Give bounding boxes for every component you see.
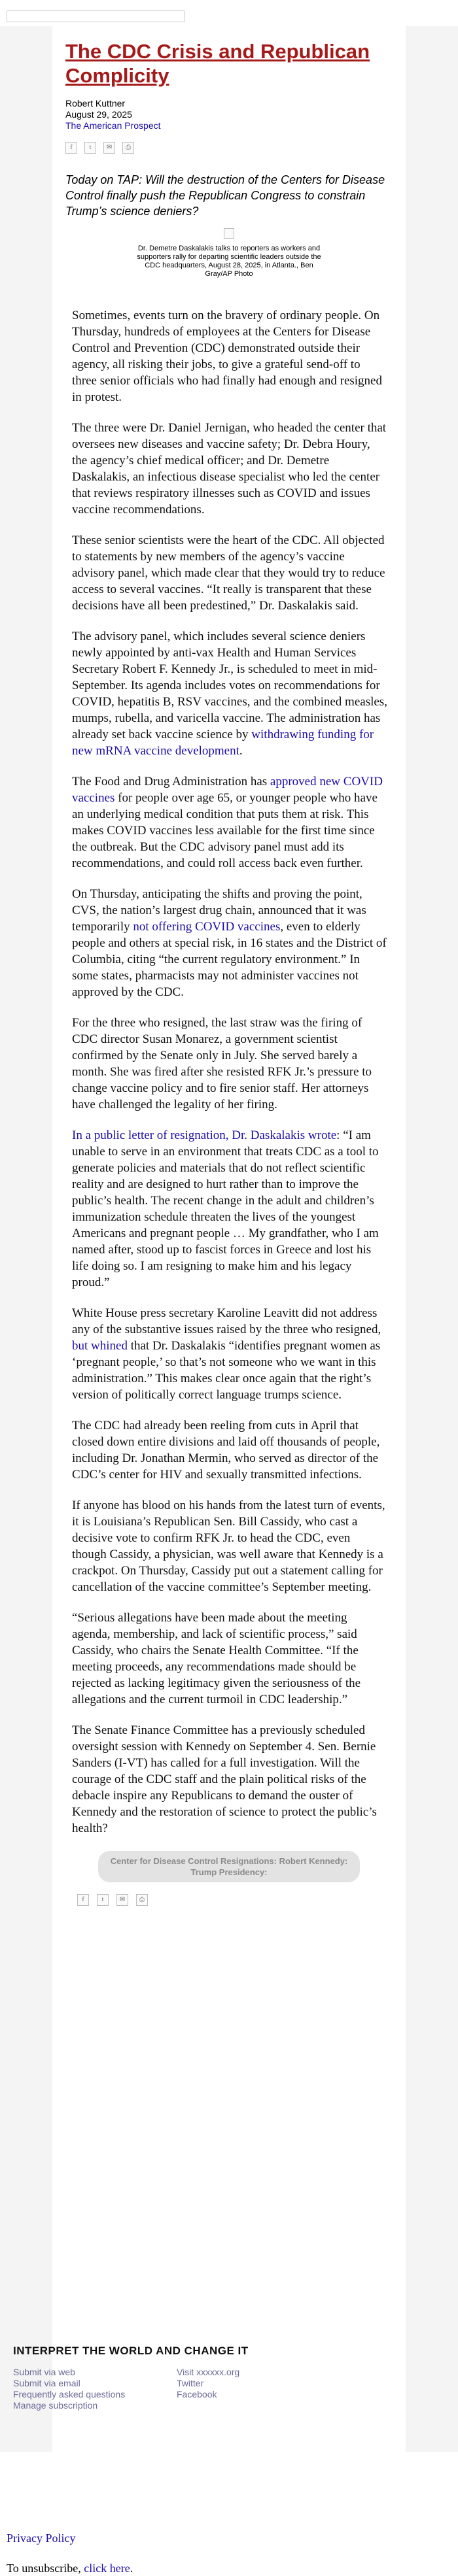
paragraph: The three were Dr. Daniel Jernigan, who headed the center that oversees new diseases and vaccine safety; Dr. Debra Houry, the agency’s chief medical officer; and Dr. Demetre Daskalakis, an infectious disease specialist who led the center that reviews respiratory illnesses such as COVID and issues vaccine recommendations.	[72, 421, 387, 517]
share-toolbar	[65, 142, 393, 154]
email-background	[0, 26, 458, 2452]
email-icon[interactable]: ✉	[116, 1894, 128, 1906]
paragraph: The Food and Drug Administration has approved new COVID vaccines for people over age 65, or younger people who have an underlying medical condition that puts them at risk. This makes COVID vaccines less available for the first time since the outbreak. But the CDC advisory panel must add its recommendations, and could roll access back even further.	[72, 775, 383, 870]
facebook-link[interactable]: Facebook	[177, 2389, 217, 2399]
related-tags-link[interactable]: Center for Disease Control Resignations: Robert Kennedy: Trump Presidency:	[110, 1856, 348, 1877]
paragraph: “Serious allegations have been made about the meeting agenda, membership, and lack of scientific process,” said Cassidy, who chairs the Senate Health Committee. “If the meeting proceeds, any recommendations made should be rejected as lacking legitimacy given the seriousness of the allegations and the current turmoil in CDC leadership.”	[72, 1611, 361, 1706]
unsubscribe-link[interactable]: click here	[84, 2562, 130, 2575]
twitter-icon[interactable]: t	[84, 142, 96, 154]
footer-left-column	[13, 2367, 177, 2411]
footer-heading: INTERPRET THE WORLD AND CHANGE IT	[13, 2345, 249, 2357]
related-tags	[98, 1851, 360, 1882]
submit-web-link[interactable]: Submit via web	[13, 2367, 75, 2377]
lead-photo	[65, 228, 393, 279]
photo-caption: Dr. Demetre Daskalakis talks to reporters as workers and supporters rally for departing scientific leaders outside the CDC headquarters, August 28, 2025, in Atlanta., Ben Gray/AP Photo	[137, 245, 321, 278]
resignation-letter-link[interactable]: In a public letter of resignation, Dr. Daskalakis wrote	[72, 1128, 337, 1142]
privacy-policy-link[interactable]: Privacy Policy	[7, 2532, 76, 2545]
cvs-covid-link[interactable]: not offering COVID vaccines	[133, 920, 281, 934]
newsletter-footer	[13, 2345, 340, 2426]
visit-site-link[interactable]: Visit xxxxxx.org	[177, 2367, 240, 2377]
submit-email-link[interactable]: Submit via email	[13, 2378, 80, 2388]
facebook-icon[interactable]: f	[77, 1894, 89, 1906]
photo-placeholder-icon	[224, 228, 234, 239]
article-body	[65, 307, 393, 1837]
bottom-share-toolbar	[77, 1894, 393, 1906]
header-banner-image	[7, 10, 185, 22]
legal-links	[7, 2530, 133, 2576]
facebook-icon[interactable]: f	[65, 142, 77, 154]
paragraph: The CDC had already been reeling from cuts in April that closed down entire divisions and laid off thousands of people, including Dr. Jonathan Mermin, who served as director of the CDC’s center for HIV and sexually transmitted infections.	[72, 1419, 380, 1482]
paragraph: These senior scientists were the heart of the CDC. All objected to statements by new members of the agency’s vaccine advisory panel, which made clear that they would try to reduce access to several vaccines. “It really is transparent that these decisions have all been predestined,” Dr. Daskalakis said.	[72, 534, 385, 613]
author-name: Robert Kuttner	[65, 98, 126, 109]
whined-link[interactable]: but whined	[72, 1339, 128, 1353]
mrna-funding-link[interactable]: withdrawing funding for new mRNA vaccine development	[72, 728, 374, 758]
unsubscribe-line: To unsubscribe, click here.	[7, 2562, 133, 2575]
article-title[interactable]: The CDC Crisis and Republican Complicity	[65, 40, 370, 87]
paragraph: On Thursday, anticipating the shifts and proving the point, CVS, the nation’s largest drug chain, announced that it was temporarily not offering COVID vaccines, even to elderly people and others at special risk, in 16 states and the District of Columbia, citing “the current regulatory environment.” In some states, pharmacists may not administer vaccines not approved by the CDC.	[72, 887, 387, 999]
manage-subscription-link[interactable]: Manage subscription	[13, 2400, 98, 2411]
paragraph: If anyone has blood on his hands from the latest turn of events, it is Louisiana’s Republican Sen. Bill Cassidy, who cast a decisive vote to confirm RFK Jr. to head the CDC, even though Cassidy, a physician, was well aware that Kennedy is a crackpot. On Thursday, Cassidy put out a statement calling for cancellation of the vaccine committee’s September meeting.	[72, 1499, 385, 1594]
twitter-link[interactable]: Twitter	[177, 2378, 204, 2388]
paragraph: Sometimes, events turn on the bravery of ordinary people. On Thursday, hundreds of employees at the Centers for Disease Control and Prevention (CDC) demonstrated outside their agency, all risking their jobs, to give a grateful send-off to three senior officials who had finally had enough and resigned in protest.	[72, 309, 382, 404]
publication-link[interactable]: The American Prospect	[65, 120, 161, 131]
paragraph: The Senate Finance Committee has a previously scheduled oversight session with Kennedy on September 4. Sen. Bernie Sanders (I-VT) has called for a full investigation. Will the courage of the CDC staff and the plain political risks of the debacle inspire any Republicans to demand the ouster of Kennedy and the restoration of science to protect the public’s health?	[72, 1723, 377, 1835]
article-meta	[65, 98, 393, 131]
article-card	[52, 26, 406, 2452]
publish-date: August 29, 2025	[65, 109, 132, 120]
article-dek: Today on TAP: Will the destruction of the Centers for Disease Control finally push the Republican Congress to constrain Trump’s science deniers?	[65, 173, 385, 218]
footer-columns	[13, 2367, 340, 2411]
twitter-icon[interactable]: t	[97, 1894, 109, 1906]
paragraph: In a public letter of resignation, Dr. Daskalakis wrote: “I am unable to serve in an environment that treats CDC as a tool to generate policies and materials that do not reflect scientific reality and are designed to hurt rather than to improve the public’s health. The recent change in the adult and children’s immunization schedule threaten the lives of the youngest Americans and pregnant people … My grandfather, who I am named after, stood up to fascist forces in Greece and lost his life doing so. I am resigning to make him and his legacy proud.”	[72, 1128, 379, 1289]
print-icon[interactable]: ⎙	[136, 1894, 148, 1906]
faq-link[interactable]: Frequently asked questions	[13, 2389, 126, 2399]
paragraph: White House press secretary Karoline Leavitt did not address any of the substantive issues raised by the three who resigned, but whined that Dr. Daskalakis “identifies pregnant women as ‘pregnant people,’ so that’s not someone who we want in this administration.” This makes clear once again that the right’s version of politically correct language trumps science.	[72, 1306, 381, 1402]
paragraph: The advisory panel, which includes several science deniers newly appointed by anti-vax Health and Human Services Secretary Robert F. Kennedy Jr., is scheduled to meet in mid-September. Its agenda includes votes on recommendations for COVID, hepatitis B, RSV vaccines, and the combined measles, mumps, rubella, and varicella vaccine. The administration has already set back vaccine science by withdrawing funding for new mRNA vaccine development.	[72, 630, 387, 758]
print-icon[interactable]: ⎙	[122, 142, 134, 154]
footer-right-column	[177, 2367, 340, 2411]
paragraph: For the three who resigned, the last straw was the firing of CDC director Susan Monarez, a government scientist confirmed by the Senate only in July. She served barely a month. She was fired after she resisted RFK Jr.’s pressure to change vaccine policy and to fire senior staff. Her attorneys have challenged the legality of her firing.	[72, 1016, 372, 1111]
email-icon[interactable]: ✉	[103, 142, 115, 154]
covid-vaccines-link[interactable]: approved new COVID vaccines	[72, 775, 383, 805]
